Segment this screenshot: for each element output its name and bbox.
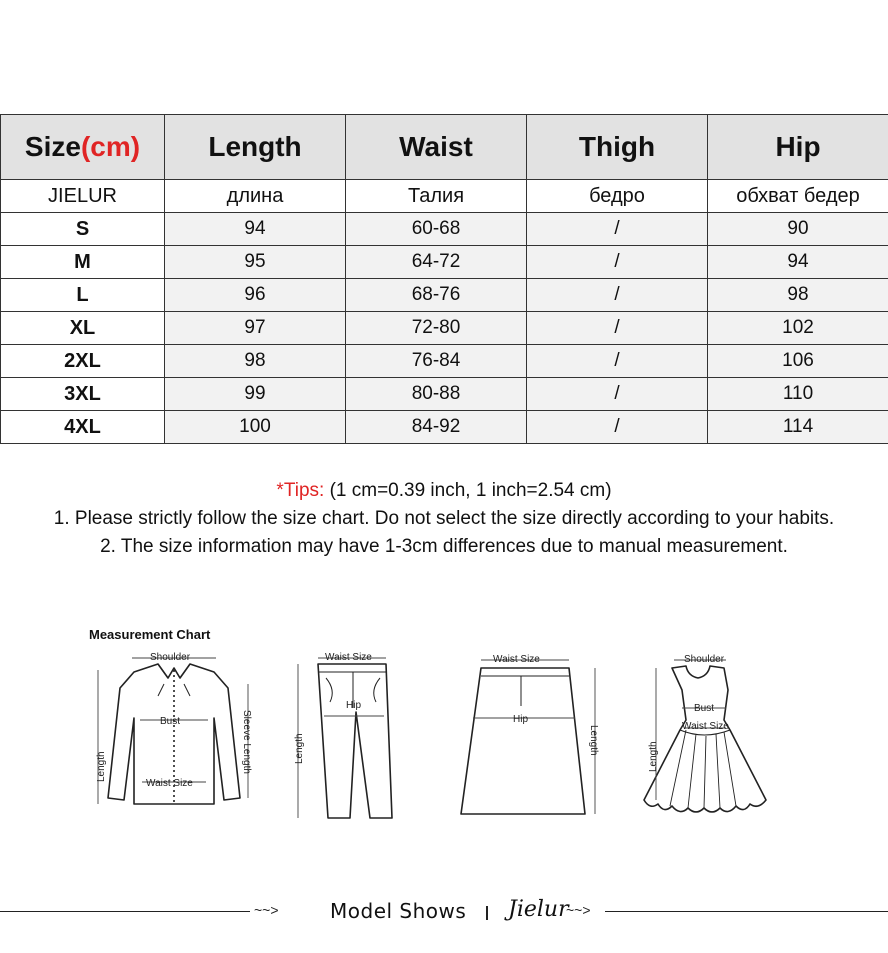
thigh-cell: / [527, 279, 708, 312]
shirt-shoulder-label: Shoulder [150, 652, 191, 663]
skirt-hip-label: Hip [513, 714, 529, 725]
subheader-length: длина [165, 180, 346, 213]
skirt-diagram [455, 650, 605, 825]
table-row [1, 345, 888, 378]
hip-cell: 106 [708, 345, 888, 378]
table-row [1, 378, 888, 411]
thigh-cell: / [527, 312, 708, 345]
hip-cell: 114 [708, 411, 888, 444]
measurement-chart-title: Measurement Chart [89, 627, 211, 642]
length-cell: 100 [165, 411, 346, 444]
model-shows-heading: Model Shows [330, 899, 467, 923]
pants-hip-label: Hip [346, 700, 362, 711]
length-cell: 96 [165, 279, 346, 312]
length-cell: 97 [165, 312, 346, 345]
swirl-arrow-icon: ~~> [566, 902, 591, 918]
header-thigh: Thigh [527, 115, 708, 180]
footer-divider-left [0, 911, 250, 912]
thigh-cell: / [527, 411, 708, 444]
footer-divider-right [605, 911, 888, 912]
thigh-cell: / [527, 213, 708, 246]
size-cell: L [1, 279, 165, 312]
table-row [1, 279, 888, 312]
subheader-brand: JIELUR [1, 180, 165, 213]
skirt-length-label: Length [588, 725, 599, 756]
shirt-bust-label: Bust [160, 716, 181, 727]
dress-shoulder-label: Shoulder [684, 654, 725, 665]
pants-waist-label: Waist Size [325, 652, 372, 663]
dress-bust-label: Bust [694, 703, 715, 714]
hip-cell: 98 [708, 279, 888, 312]
swirl-arrow-icon: ~~> [254, 902, 279, 918]
thigh-cell: / [527, 345, 708, 378]
subheader-thigh: бедро [527, 180, 708, 213]
header-hip: Hip [708, 115, 888, 180]
hip-cell: 110 [708, 378, 888, 411]
shirt-waist-label: Waist Size [146, 778, 193, 789]
waist-cell: 72-80 [346, 312, 527, 345]
shirt-illustration [90, 648, 260, 818]
tips-conversion: (1 cm=0.39 inch, 1 inch=2.54 cm) [324, 480, 612, 501]
size-cell: S [1, 213, 165, 246]
table-row [1, 312, 888, 345]
table-row [1, 246, 888, 279]
header-size-unit: (cm) [80, 131, 141, 162]
tips-conversion-line [0, 477, 888, 505]
length-cell: 95 [165, 246, 346, 279]
subheader-waist: Талия [346, 180, 527, 213]
header-size: Size(cm) [1, 115, 165, 180]
waist-cell: 76-84 [346, 345, 527, 378]
size-cell: XL [1, 312, 165, 345]
size-cell: M [1, 246, 165, 279]
waist-cell: 60-68 [346, 213, 527, 246]
thigh-cell: / [527, 246, 708, 279]
size-cell: 4XL [1, 411, 165, 444]
header-length: Length [165, 115, 346, 180]
table-row [1, 213, 888, 246]
size-cell: 2XL [1, 345, 165, 378]
length-cell: 98 [165, 345, 346, 378]
thigh-cell: / [527, 378, 708, 411]
table-header-row [1, 115, 888, 180]
waist-cell: 84-92 [346, 411, 527, 444]
header-waist: Waist [346, 115, 527, 180]
shirt-sleeve-label: Sleeve Length [241, 710, 252, 774]
footer-banner [0, 896, 888, 928]
length-cell: 94 [165, 213, 346, 246]
length-cell: 99 [165, 378, 346, 411]
tips-line-1: 1. Please strictly follow the size chart. Do not select the size directly according to your habits. [53, 508, 835, 529]
hip-cell: 94 [708, 246, 888, 279]
pants-length-label: Length [294, 733, 305, 764]
tips-label: *Tips: [276, 480, 325, 501]
shirt-length-label: Length [96, 751, 107, 782]
brand-logo: Jielur [508, 897, 569, 922]
tips-section [0, 477, 888, 561]
hip-cell: 90 [708, 213, 888, 246]
dress-illustration [640, 650, 775, 825]
pants-diagram [290, 650, 400, 825]
table-subheader-row [1, 180, 888, 213]
waist-cell: 68-76 [346, 279, 527, 312]
dress-diagram [640, 650, 775, 825]
pants-illustration [290, 650, 400, 825]
waist-cell: 64-72 [346, 246, 527, 279]
subheader-hip: обхват бедер [708, 180, 888, 213]
skirt-illustration [455, 650, 605, 825]
tips-line-2: 2. The size information may have 1-3cm differences due to manual measurement. [100, 536, 788, 557]
skirt-waist-label: Waist Size [493, 654, 540, 665]
footer-separator [486, 906, 488, 920]
hip-cell: 102 [708, 312, 888, 345]
size-cell: 3XL [1, 378, 165, 411]
size-table [0, 114, 888, 444]
dress-waist-label: Waist Size [682, 721, 729, 732]
waist-cell: 80-88 [346, 378, 527, 411]
shirt-diagram [90, 648, 260, 818]
table-row [1, 411, 888, 444]
dress-length-label: Length [648, 741, 659, 772]
